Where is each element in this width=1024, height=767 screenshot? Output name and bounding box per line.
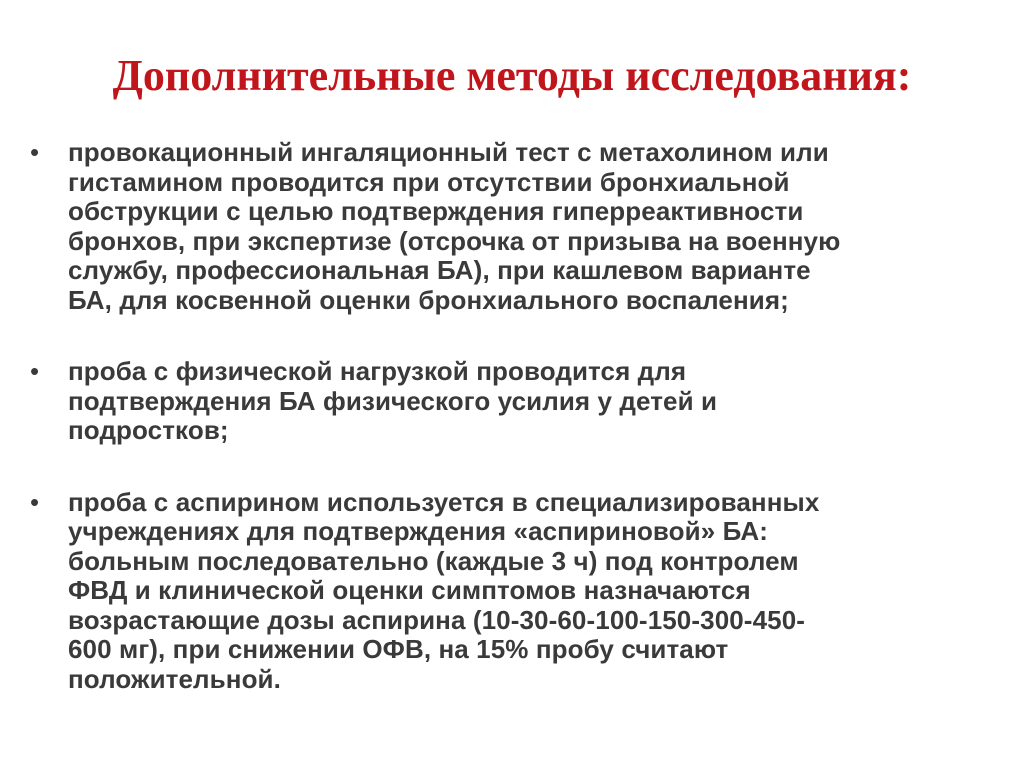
text-line: учреждениях для подтверждения «аспириновой» БА: (68, 516, 769, 546)
text-line: службу, профессиональная БА), при кашлевом варианте (68, 255, 811, 285)
text-line: положительной. (68, 663, 281, 694)
text-line: подтверждения БА физического усилия у детей и (68, 385, 718, 416)
text-line: БА, для косвенной оценки бронхиального воспаления; (68, 284, 789, 315)
bullet-icon: • (30, 356, 40, 386)
text-line: подростков; (68, 415, 229, 445)
text-line: проба с физической нагрузкой проводится для (68, 356, 687, 386)
text-line: проба с аспирином используется в специализированных (68, 486, 820, 517)
text-line: возрастающие дозы аспирина (10-30-60-100-150-300-450- (68, 604, 806, 635)
bullet-icon: • (30, 137, 40, 167)
list-item (30, 138, 990, 315)
text-line: гистамином проводится при отсутствии бронхиальной (68, 166, 790, 197)
bullet-icon: • (30, 486, 40, 517)
slide-title: Дополнительные методы исследования: (112, 51, 912, 100)
list-item (30, 488, 990, 695)
list-item (30, 357, 990, 446)
text-line: больным последовательно (каждые 3 ч) под контролем (68, 545, 799, 576)
text-line: 600 мг), при снижении ОФВ, на 15% пробу считают (68, 634, 729, 664)
bullet-list (30, 138, 990, 736)
text-line: обструкции с целью подтверждения гиперреактивности (68, 196, 804, 226)
text-line: бронхов, при экспертизе (отсрочка от призыва на военную (68, 225, 841, 256)
text-line: ФВД и клинической оценки симптомов назначаются (68, 575, 751, 605)
text-line: провокационный ингаляционный тест с метахолином или (68, 137, 829, 167)
